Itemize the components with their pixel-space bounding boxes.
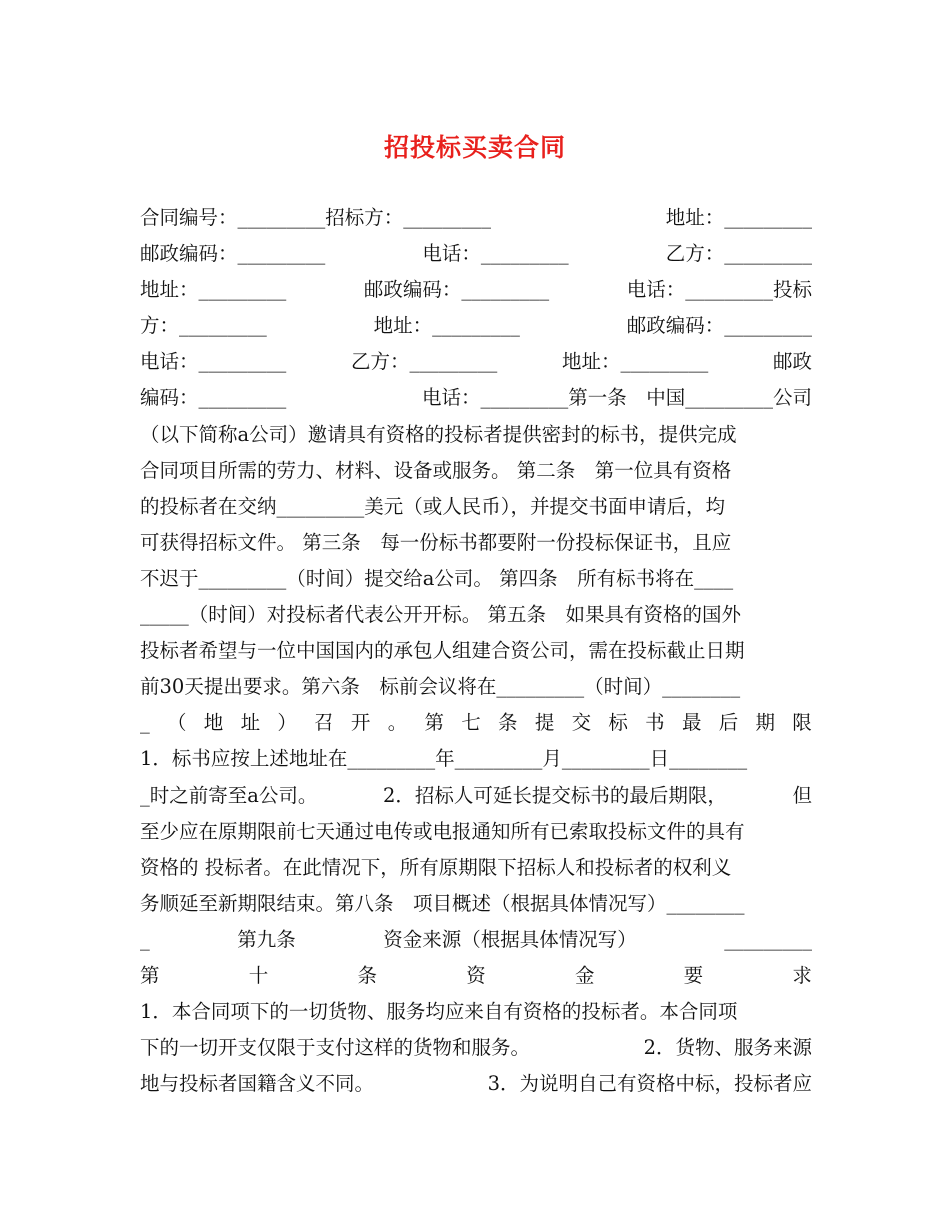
text-segment: 限	[792, 711, 812, 735]
text-segment: 1．本合同项下的一切货物、服务均应来自有资格的投标者。本合同项	[140, 1000, 738, 1024]
text-segment: 期	[755, 711, 776, 735]
text-segment: _	[140, 711, 150, 735]
text-segment: 第	[140, 963, 160, 987]
text-segment: 邮政编码：_________	[363, 278, 550, 302]
text-segment: 。	[387, 711, 408, 735]
text-line	[140, 814, 812, 850]
text-segment: 方：_________	[140, 314, 267, 338]
text-line	[140, 308, 812, 344]
text-segment: 资格的 投标者。在此情况下，所有原期限下招标人和投标者的权利义	[140, 855, 732, 879]
text-segment: 邮政编码：_________	[626, 314, 812, 338]
text-segment: 合同项目所需的劳力、材料、设备或服务。 第二条 第一位具有资格	[140, 458, 732, 482]
text-segment: 不迟于_________（时间）提交给a公司。 第四条 所有标书将在____	[140, 566, 734, 590]
text-line	[140, 850, 812, 886]
text-segment: 电话：_________	[422, 242, 569, 266]
text-segment: 地址：_________	[665, 206, 812, 229]
text-segment: 求	[792, 963, 812, 987]
text-line	[140, 272, 812, 308]
text-segment: 标	[608, 711, 628, 735]
text-segment: 电话：_________第一条 中国_________公司	[421, 386, 812, 410]
text-segment: 要	[683, 963, 704, 987]
text-segment: 提	[534, 711, 555, 735]
text-segment: 至少应在原期限前七天通过电传或电报通知所有已索取投标文件的具有	[140, 819, 745, 843]
text-segment: 地	[203, 711, 224, 735]
text-segment: 合同编号：_________招标方：_________	[140, 206, 492, 229]
text-segment: 地址：_________	[140, 278, 287, 302]
text-segment: 开	[350, 711, 371, 735]
text-segment: _________	[724, 927, 812, 951]
text-segment: （	[167, 711, 187, 735]
text-line	[140, 200, 812, 236]
text-segment: 可获得招标文件。 第三条 每一份标书都要附一份投标保证书，且应	[140, 530, 732, 554]
text-line	[140, 778, 812, 814]
text-segment: 2．货物、服务来源	[643, 1036, 812, 1060]
text-segment: 金	[574, 963, 595, 987]
text-segment: 地址：_________	[373, 314, 520, 338]
document-body	[140, 200, 812, 1102]
text-segment: 七	[461, 711, 481, 735]
text-line	[140, 417, 812, 453]
document-title: 招投标买卖合同	[383, 133, 566, 162]
text-line	[140, 958, 812, 994]
text-line	[140, 994, 812, 1030]
text-line	[140, 489, 812, 525]
text-segment: 投标者希望与一位中国国内的承包人组建合资公司，需在投标截止日期	[140, 639, 745, 663]
text-line	[140, 633, 812, 669]
text-segment: 务顺延至新期限结束。第八条 项目概述（根据具体情况写）________	[140, 891, 745, 915]
text-segment: 前30天提出要求。第六条 标前会议将在_________（时间）________	[140, 675, 741, 699]
text-line	[140, 453, 812, 489]
text-line	[140, 922, 812, 958]
text-segment: 召	[314, 711, 334, 735]
text-segment: 编码：_________	[140, 386, 287, 410]
text-segment: _时之前寄至a公司。	[140, 783, 318, 807]
text-segment: 十	[248, 963, 269, 987]
text-segment: 2．招标人可延长提交标书的最后期限，	[382, 783, 727, 807]
text-line	[140, 705, 812, 741]
text-segment: 电话：_________	[140, 350, 287, 374]
text-line	[140, 886, 812, 922]
text-segment: 条	[357, 963, 377, 987]
text-segment: ）	[277, 711, 297, 735]
text-segment: 电话：_________投标	[626, 278, 812, 302]
text-segment: 邮政编码：_________	[140, 242, 326, 266]
text-line	[140, 1030, 812, 1066]
text-segment: 地与投标者国籍含义不同。	[140, 1072, 375, 1096]
text-segment: 交	[571, 711, 592, 735]
text-segment: 乙方：_________	[350, 350, 498, 374]
text-segment: _____（时间）对投标者代表公开开标。 第五条 如果具有资格的国外	[140, 603, 741, 627]
text-segment: 第九条	[237, 927, 296, 951]
text-line	[140, 741, 812, 777]
text-line	[140, 597, 812, 633]
text-segment: 条	[498, 711, 518, 735]
text-segment: 邮政	[772, 350, 812, 374]
text-segment: 的投标者在交纳_________美元（或人民币），并提交书面申请后，均	[140, 494, 726, 518]
text-segment: 但	[792, 783, 812, 807]
text-segment: 地址：_________	[561, 350, 709, 374]
text-segment: 1．标书应按上述地址在_________年_________月_________日________	[140, 747, 748, 771]
text-line	[140, 1066, 812, 1102]
text-segment: 资金来源（根据具体情况写）	[383, 927, 637, 951]
text-line	[140, 380, 812, 416]
text-segment: _	[140, 927, 150, 951]
text-segment: 最	[681, 711, 702, 735]
text-segment: 资	[466, 963, 486, 987]
text-line	[140, 236, 812, 272]
text-segment: 3．为说明自己有资格中标，投标者应	[487, 1072, 812, 1096]
text-segment: 下的一切开支仅限于支付这样的货物和服务。	[140, 1036, 531, 1060]
text-line	[140, 525, 812, 561]
text-line	[140, 561, 812, 597]
text-segment: 第	[424, 711, 444, 735]
text-segment: 书	[645, 711, 665, 735]
text-segment: （以下简称a公司）邀请具有资格的投标者提供密封的标书，提供完成	[140, 422, 737, 446]
text-segment: 址	[240, 711, 261, 735]
text-segment: 乙方：_________	[665, 242, 812, 266]
text-line	[140, 669, 812, 705]
text-segment: 后	[718, 711, 739, 735]
text-line	[140, 344, 812, 380]
